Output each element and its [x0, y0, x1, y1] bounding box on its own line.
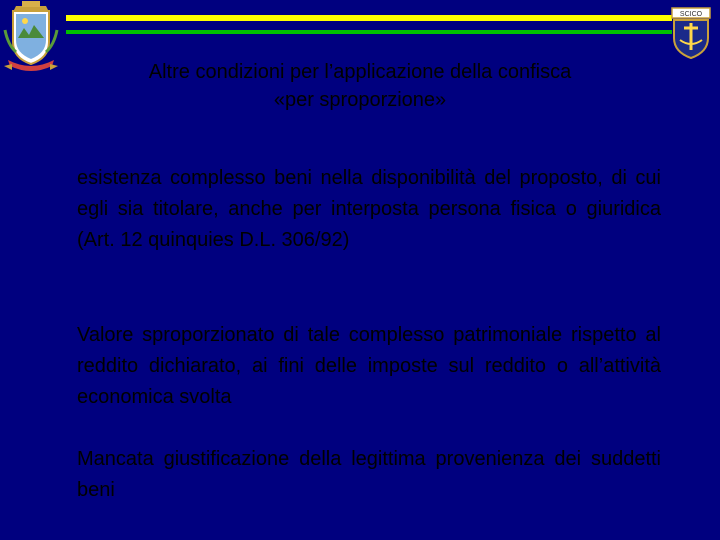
title-line-1: Altre condizioni per l’applicazione della confisca — [148, 61, 572, 83]
paragraph-3: Mancata giustificazione della legittima provenienza dei suddetti beni — [77, 448, 661, 501]
title-line-2: «per sproporzione» — [273, 89, 447, 111]
emblem-banner-text: SCICO — [679, 11, 703, 18]
header-stripe-green — [66, 30, 672, 34]
paragraph-1: esistenza complesso beni nella disponibilità del proposto, di cui egli sia titolare, anche per interposta persona fisica o giuridica (Art. 12 quinquies D.L. 306/92) — [77, 167, 661, 251]
header-stripe-yellow — [66, 15, 672, 21]
slide-title — [60, 58, 660, 114]
paragraph-2: Valore sproporzionato di tale complesso patrimoniale rispetto al reddito dichiarato, ai fini delle imposte sul reddito o all’attività economica svolta — [77, 324, 661, 408]
coat-of-arms-icon — [2, 0, 60, 78]
sword-shield-icon — [668, 4, 714, 60]
